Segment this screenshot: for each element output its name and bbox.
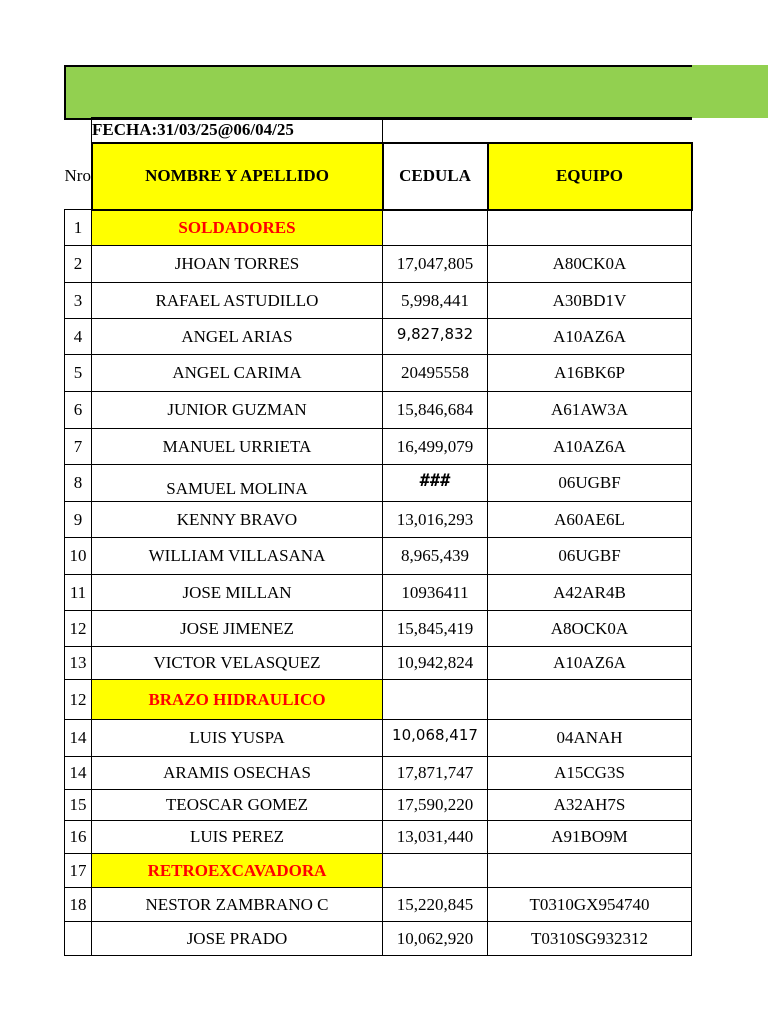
table-row (65, 355, 692, 392)
cedula-cell[interactable]: 10,062,920 (383, 922, 488, 956)
cedula-cell[interactable] (383, 854, 488, 888)
section-row (65, 680, 692, 720)
cedula-cell[interactable]: 10,942,824 (383, 647, 488, 680)
row-number-cell[interactable]: 4 (65, 319, 92, 355)
table-row (65, 821, 692, 854)
header-nombre[interactable]: NOMBRE Y APELLIDO (92, 143, 383, 210)
table-row (65, 720, 692, 757)
cedula-cell[interactable]: 10936411 (383, 575, 488, 611)
name-cell[interactable]: JUNIOR GUZMAN (92, 392, 383, 429)
equipo-cell[interactable] (488, 210, 692, 246)
name-cell[interactable]: JHOAN TORRES (92, 246, 383, 283)
equipo-cell[interactable]: A8OCK0A (488, 611, 692, 647)
table-row (65, 392, 692, 429)
equipo-cell[interactable]: 06UGBF (488, 465, 692, 502)
fecha-cell[interactable]: FECHA:31/03/25@06/04/25 (92, 118, 383, 143)
section-title-cell[interactable]: RETROEXCAVADORA (92, 854, 383, 888)
cedula-cell[interactable]: 17,047,805 (383, 246, 488, 283)
cedula-cell[interactable] (383, 210, 488, 246)
equipo-cell[interactable]: 04ANAH (488, 720, 692, 757)
table-row (65, 611, 692, 647)
fecha-right-cell[interactable] (383, 118, 692, 143)
cedula-cell[interactable]: 16,499,079 (383, 429, 488, 465)
cedula-cell[interactable]: ### (383, 465, 488, 502)
name-cell[interactable]: JOSE JIMENEZ (92, 611, 383, 647)
cedula-cell[interactable]: 10,068,417 (383, 720, 488, 757)
table-row (65, 502, 692, 538)
equipo-cell[interactable]: A42AR4B (488, 575, 692, 611)
cedula-cell[interactable]: 8,965,439 (383, 538, 488, 575)
name-cell[interactable]: SAMUEL MOLINA (92, 465, 383, 502)
table-row (65, 575, 692, 611)
cedula-cell[interactable]: 13,016,293 (383, 502, 488, 538)
table-row (65, 283, 692, 319)
name-cell[interactable]: JOSE PRADO (92, 922, 383, 956)
table-row (65, 538, 692, 575)
cedula-cell[interactable]: 17,871,747 (383, 757, 488, 790)
equipo-cell[interactable]: A10AZ6A (488, 319, 692, 355)
cedula-cell[interactable] (383, 680, 488, 720)
section-title-cell[interactable]: SOLDADORES (92, 210, 383, 246)
row-number-cell[interactable]: 14 (65, 757, 92, 790)
fecha-spacer-cell (65, 118, 92, 143)
row-number-cell[interactable]: 15 (65, 790, 92, 821)
name-cell[interactable]: ANGEL ARIAS (92, 319, 383, 355)
cedula-cell[interactable]: 15,845,419 (383, 611, 488, 647)
row-number-cell[interactable] (65, 922, 92, 956)
personnel-table (64, 117, 693, 956)
table-row (65, 647, 692, 680)
name-cell[interactable]: JOSE MILLAN (92, 575, 383, 611)
equipo-cell[interactable]: A10AZ6A (488, 429, 692, 465)
cedula-cell[interactable]: 15,220,845 (383, 888, 488, 922)
equipo-cell[interactable]: A32AH7S (488, 790, 692, 821)
table-row (65, 429, 692, 465)
section-row (65, 210, 692, 246)
cedula-cell[interactable]: 5,998,441 (383, 283, 488, 319)
name-cell[interactable]: RAFAEL ASTUDILLO (92, 283, 383, 319)
table-row (65, 757, 692, 790)
equipo-cell[interactable] (488, 854, 692, 888)
name-cell[interactable]: LUIS PEREZ (92, 821, 383, 854)
row-number-cell[interactable]: 12 (65, 680, 92, 720)
row-number-cell[interactable]: 10 (65, 538, 92, 575)
row-number-cell[interactable]: 2 (65, 246, 92, 283)
header-cedula[interactable]: CEDULA (383, 143, 488, 210)
row-number-cell[interactable]: 3 (65, 283, 92, 319)
table-row (65, 790, 692, 821)
cedula-cell[interactable]: 20495558 (383, 355, 488, 392)
cedula-cell[interactable]: 17,590,220 (383, 790, 488, 821)
equipo-cell[interactable]: A16BK6P (488, 355, 692, 392)
row-number-cell[interactable]: 6 (65, 392, 92, 429)
table-row (65, 922, 692, 956)
equipo-cell[interactable]: A30BD1V (488, 283, 692, 319)
section-title-cell[interactable]: BRAZO HIDRAULICO (92, 680, 383, 720)
equipo-cell[interactable]: A15CG3S (488, 757, 692, 790)
name-cell[interactable]: VICTOR VELASQUEZ (92, 647, 383, 680)
equipo-cell[interactable]: T0310GX954740 (488, 888, 692, 922)
cedula-cell[interactable]: 13,031,440 (383, 821, 488, 854)
row-number-cell[interactable]: 1 (65, 210, 92, 246)
header-nro[interactable]: Nro (65, 143, 92, 210)
row-number-cell[interactable]: 11 (65, 575, 92, 611)
header-equipo[interactable]: EQUIPO (488, 143, 692, 210)
name-cell[interactable]: NESTOR ZAMBRANO C (92, 888, 383, 922)
name-cell[interactable]: WILLIAM VILLASANA (92, 538, 383, 575)
row-number-cell[interactable]: 14 (65, 720, 92, 757)
equipo-cell[interactable]: A10AZ6A (488, 647, 692, 680)
equipo-cell[interactable]: A60AE6L (488, 502, 692, 538)
header-banner-border (64, 65, 692, 120)
row-number-cell[interactable]: 13 (65, 647, 92, 680)
row-number-cell[interactable]: 7 (65, 429, 92, 465)
cedula-cell[interactable]: 9,827,832 (383, 319, 488, 355)
name-cell[interactable]: ANGEL CARIMA (92, 355, 383, 392)
header-row (65, 143, 692, 210)
table-row (65, 465, 692, 502)
equipo-cell[interactable] (488, 680, 692, 720)
name-cell[interactable]: LUIS YUSPA (92, 720, 383, 757)
name-cell[interactable]: TEOSCAR GOMEZ (92, 790, 383, 821)
equipo-cell[interactable]: A80CK0A (488, 246, 692, 283)
row-number-cell[interactable]: 9 (65, 502, 92, 538)
row-number-cell[interactable]: 5 (65, 355, 92, 392)
equipo-cell[interactable]: 06UGBF (488, 538, 692, 575)
table-row (65, 888, 692, 922)
row-number-cell[interactable]: 18 (65, 888, 92, 922)
equipo-cell[interactable]: T0310SG932312 (488, 922, 692, 956)
row-number-cell[interactable]: 16 (65, 821, 92, 854)
name-cell[interactable]: ARAMIS OSECHAS (92, 757, 383, 790)
section-row (65, 854, 692, 888)
row-number-cell[interactable]: 12 (65, 611, 92, 647)
name-cell[interactable]: KENNY BRAVO (92, 502, 383, 538)
row-number-cell[interactable]: 17 (65, 854, 92, 888)
equipo-cell[interactable]: A61AW3A (488, 392, 692, 429)
row-number-cell[interactable]: 8 (65, 465, 92, 502)
table-row (65, 246, 692, 283)
fecha-row (65, 118, 692, 143)
name-cell[interactable]: MANUEL URRIETA (92, 429, 383, 465)
cedula-cell[interactable]: 15,846,684 (383, 392, 488, 429)
equipo-cell[interactable]: A91BO9M (488, 821, 692, 854)
table-row (65, 319, 692, 355)
